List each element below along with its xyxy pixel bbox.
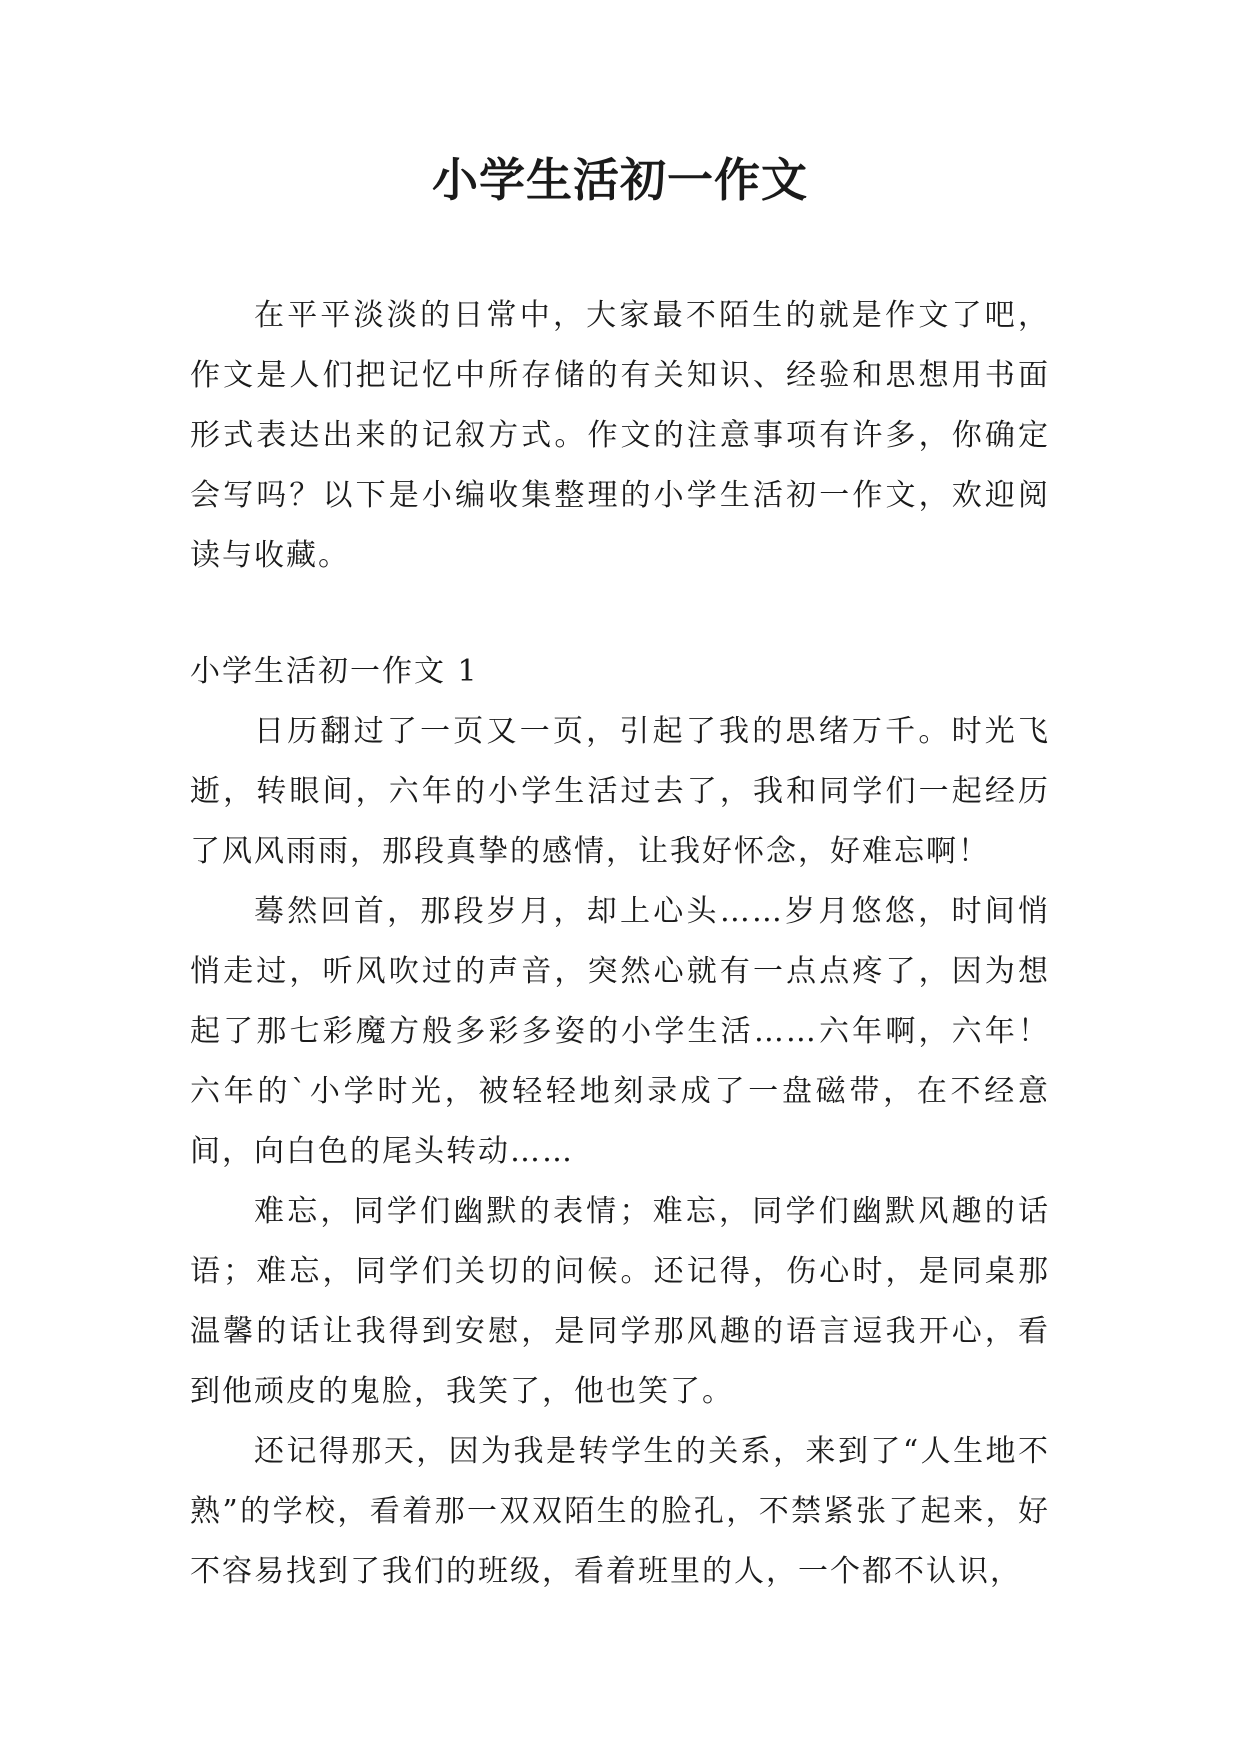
section-heading: 小学生活初一作文 1 xyxy=(190,654,479,689)
essay-paragraph-4: 还记得那天，因为我是转学生的关系，来到了“人生地不熟”的学校，看着那一双双陌生的脸孔，不禁紧张了起来，好不容易找到了我们的班级，看着班里的人，一个都不认识， xyxy=(190,1434,1050,1589)
intro-section xyxy=(190,286,1050,586)
essay-paragraph-1: 日历翻过了一页又一页，引起了我的思绪万千。时光飞逝，转眼间，六年的小学生活过去了，我和同学们一起经历了风风雨雨，那段真挚的感情，让我好怀念，好难忘啊！ xyxy=(190,714,1050,869)
document-title: 小学生活初一作文 xyxy=(432,153,808,207)
essay-paragraph-2: 蓦然回首，那段岁月，却上心头……岁月悠悠，时间悄悄走过，听风吹过的声音，突然心就有一点点疼了，因为想起了那七彩魔方般多彩多姿的小学生活……六年啊，六年！六年的`小学时光，被轻轻地刻录成了一盘磁带，在不经意间，向白色的尾头转动…… xyxy=(190,894,1050,1169)
essay-paragraph-3: 难忘，同学们幽默的表情；难忘，同学们幽默风趣的话语；难忘，同学们关切的问候。还记得，伤心时，是同桌那温馨的话让我得到安慰，是同学那风趣的语言逗我开心，看到他顽皮的鬼脸，我笑了，他也笑了。 xyxy=(190,1194,1050,1409)
intro-paragraph: 在平平淡淡的日常中，大家最不陌生的就是作文了吧，作文是人们把记忆中所存储的有关知识、经验和思想用书面形式表达出来的记叙方式。作文的注意事项有许多，你确定会写吗？以下是小编收集整理的小学生活初一作文，欢迎阅读与收藏。 xyxy=(190,298,1050,573)
essay-section xyxy=(190,642,1050,1602)
